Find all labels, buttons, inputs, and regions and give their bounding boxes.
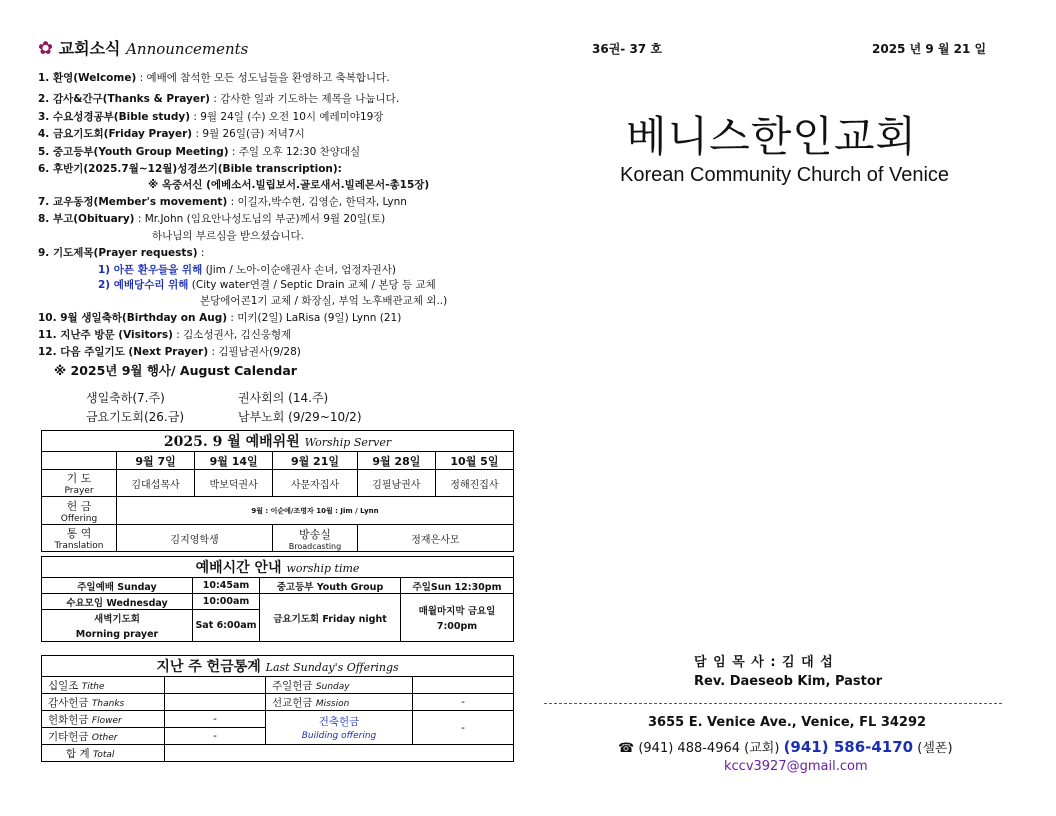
service-time: Sat 6:00am	[193, 610, 260, 642]
service-name: 수요모임 Wednesday	[42, 594, 193, 610]
translation-cell: 김지영학생	[117, 525, 273, 552]
thanks-label: 감사헌금 Thanks	[42, 694, 165, 711]
prayer-cell: 김대섭목사	[117, 470, 195, 497]
total-value	[165, 745, 514, 762]
service-time: 10:45am	[193, 578, 260, 594]
phone-line: ☎ (941) 488-4964 (교회) (941) 586-4170 (셀폰)	[618, 738, 953, 756]
service-name: 주일예배 Sunday	[42, 578, 193, 594]
flower-label: 헌화헌금 Flower	[42, 711, 165, 728]
offering-label: 헌 금 Offering	[42, 497, 117, 525]
announcement-6: 6. 후반기(2025.7월~12월)성경쓰기(Bible transcription):	[38, 163, 342, 175]
service-time: 10:00am	[193, 594, 260, 610]
bulletin-date: 2025 년 9 월 21 일	[872, 42, 987, 56]
calendar-title: ※ 2025년 9월 행사/ August Calendar	[54, 363, 297, 378]
section-title-ko: 교회소식	[58, 39, 121, 58]
service-time: 매월마지막 금요일 7:00pm	[401, 594, 514, 642]
mission-label: 선교헌금 Mission	[266, 694, 413, 711]
prayer-cell: 박보덕권사	[195, 470, 273, 497]
total-label: 합 계 Total	[42, 745, 165, 762]
corner-cell	[42, 452, 117, 470]
announcement-6-detail: ※ 옥중서신 (에베소서.빌립보서.골로새서.빌레몬서-총15장)	[148, 179, 430, 191]
prayer-cell: 사문자집사	[273, 470, 358, 497]
pastor-ko: 담 임 목 사 : 김 대 섭	[694, 655, 834, 670]
phone-icon: ☎	[618, 741, 635, 756]
tithe-value	[165, 677, 266, 694]
volume-number: 36권- 37 호	[592, 42, 662, 56]
worship-server-table	[41, 430, 514, 552]
worship-time-title: 예배시간 안내 worship time	[42, 557, 514, 578]
service-time: 주일Sun 12:30pm	[401, 578, 514, 594]
announcement-2: 2. 감사&간구(Thanks & Prayer) : 감사한 일과 기도하는 제목을 나눕니다.	[38, 93, 400, 105]
announcement-1: 1. 환영(Welcome) : 예배에 참석한 모든 성도님들을 환영하고 축복합니다.	[38, 72, 390, 84]
offering-cell: 9월 : 이순애/조명자 10월 : Jim / Lynn	[117, 497, 514, 525]
announcement-8-detail: 하나님의 부르심을 받으셨습니다.	[152, 230, 305, 242]
flower-icon: ✿	[38, 38, 54, 59]
announcement-8: 8. 부고(Obituary) : Mr.John (임요안나성도님의 부군)께서 9월 20일(토)	[38, 213, 386, 225]
church-phone[interactable]: (941) 488-4964	[638, 741, 741, 756]
section-title-en: Announcements	[126, 40, 249, 58]
mission-value: -	[413, 694, 514, 711]
announcement-11: 11. 지난주 방문 (Visitors) : 김소성권사, 김신웅형제	[38, 329, 292, 341]
prayer-cell: 정해진집사	[435, 470, 513, 497]
section-header	[38, 36, 248, 59]
building-label: 건축헌금 Building offering	[266, 711, 413, 745]
date-header: 9월 28일	[357, 452, 435, 470]
service-name: 중고등부 Youth Group	[260, 578, 401, 594]
offerings-title: 지난 주 헌금통계 Last Sunday's Offerings	[42, 656, 514, 677]
church-address: 3655 E. Venice Ave., Venice, FL 34292	[648, 715, 927, 730]
sunday-value	[413, 677, 514, 694]
calendar-item: 권사회의 (14.주)	[238, 391, 329, 405]
prayer-request-2-detail: 본당에어콘1기 교체 / 화장실, 부엌 노후배관교체 외..)	[200, 295, 448, 307]
other-label: 기타헌금 Other	[42, 728, 165, 745]
calendar-item: 남부노회 (9/29~10/2)	[238, 410, 362, 424]
pastor-en: Rev. Daeseob Kim, Pastor	[694, 674, 883, 689]
announcement-4: 4. 금요기도회(Friday Prayer) : 9월 26일(금) 저녁7시	[38, 128, 305, 140]
church-name-ko: 베니스한인교회	[626, 112, 918, 161]
announcement-12: 12. 다음 주일기도 (Next Prayer) : 김필남권사(9/28)	[38, 346, 301, 358]
building-value: -	[413, 711, 514, 745]
date-header: 9월 21일	[273, 452, 358, 470]
tithe-label: 십일조 Tithe	[42, 677, 165, 694]
date-header: 10월 5일	[435, 452, 513, 470]
announcement-3: 3. 수요성경공부(Bible study) : 9월 24일 (수) 오전 10시 예레미야19장	[38, 111, 384, 123]
broadcast-cell: 정재은사모	[357, 525, 513, 552]
flower-value: -	[165, 711, 266, 728]
sunday-label: 주일헌금 Sunday	[266, 677, 413, 694]
cell-phone[interactable]: (941) 586-4170	[783, 738, 914, 756]
prayer-cell: 김필남권사	[357, 470, 435, 497]
prayer-request-2: 2) 예배당수리 위해 (City water연결 / Septic Drain 교체 / 본당 등 교체	[98, 279, 436, 291]
prayer-request-1: 1) 아픈 환우들을 위해 (Jim / 노아-이순애권사 손녀, 엄정자권사)	[98, 264, 397, 276]
service-name: 금요기도회 Friday night	[260, 594, 401, 642]
announcement-9: 9. 기도제목(Prayer requests) :	[38, 247, 205, 259]
worship-server-title: 2025. 9 월 예배위원 Worship Server	[42, 431, 514, 452]
announcement-10: 10. 9월 생일축하(Birthday on Aug) : 미키(2일) LaRisa (9일) Lynn (21)	[38, 312, 402, 324]
other-value: -	[165, 728, 266, 745]
thanks-value	[165, 694, 266, 711]
service-name: 새벽기도회 Morning prayer	[42, 610, 193, 642]
calendar-item: 생일축하(7.주)	[86, 391, 165, 405]
offerings-table	[41, 655, 514, 762]
broadcast-label: 방송실 Broadcasting	[273, 525, 358, 552]
date-header: 9월 14일	[195, 452, 273, 470]
worship-time-table	[41, 556, 514, 642]
divider	[544, 703, 1002, 704]
prayer-label: 기 도 Prayer	[42, 470, 117, 497]
church-email[interactable]: kccv3927@gmail.com	[724, 759, 868, 774]
church-name-en: Korean Community Church of Venice	[620, 164, 950, 186]
date-header: 9월 7일	[117, 452, 195, 470]
announcement-5: 5. 중고등부(Youth Group Meeting) : 주일 오후 12:30 찬양대실	[38, 146, 361, 158]
translation-label: 통 역 Translation	[42, 525, 117, 552]
announcement-7: 7. 교우동정(Member's movement) : 이길자,박수현, 김영순, 한덕자, Lynn	[38, 196, 407, 208]
calendar-item: 금요기도회(26.금)	[86, 410, 184, 424]
